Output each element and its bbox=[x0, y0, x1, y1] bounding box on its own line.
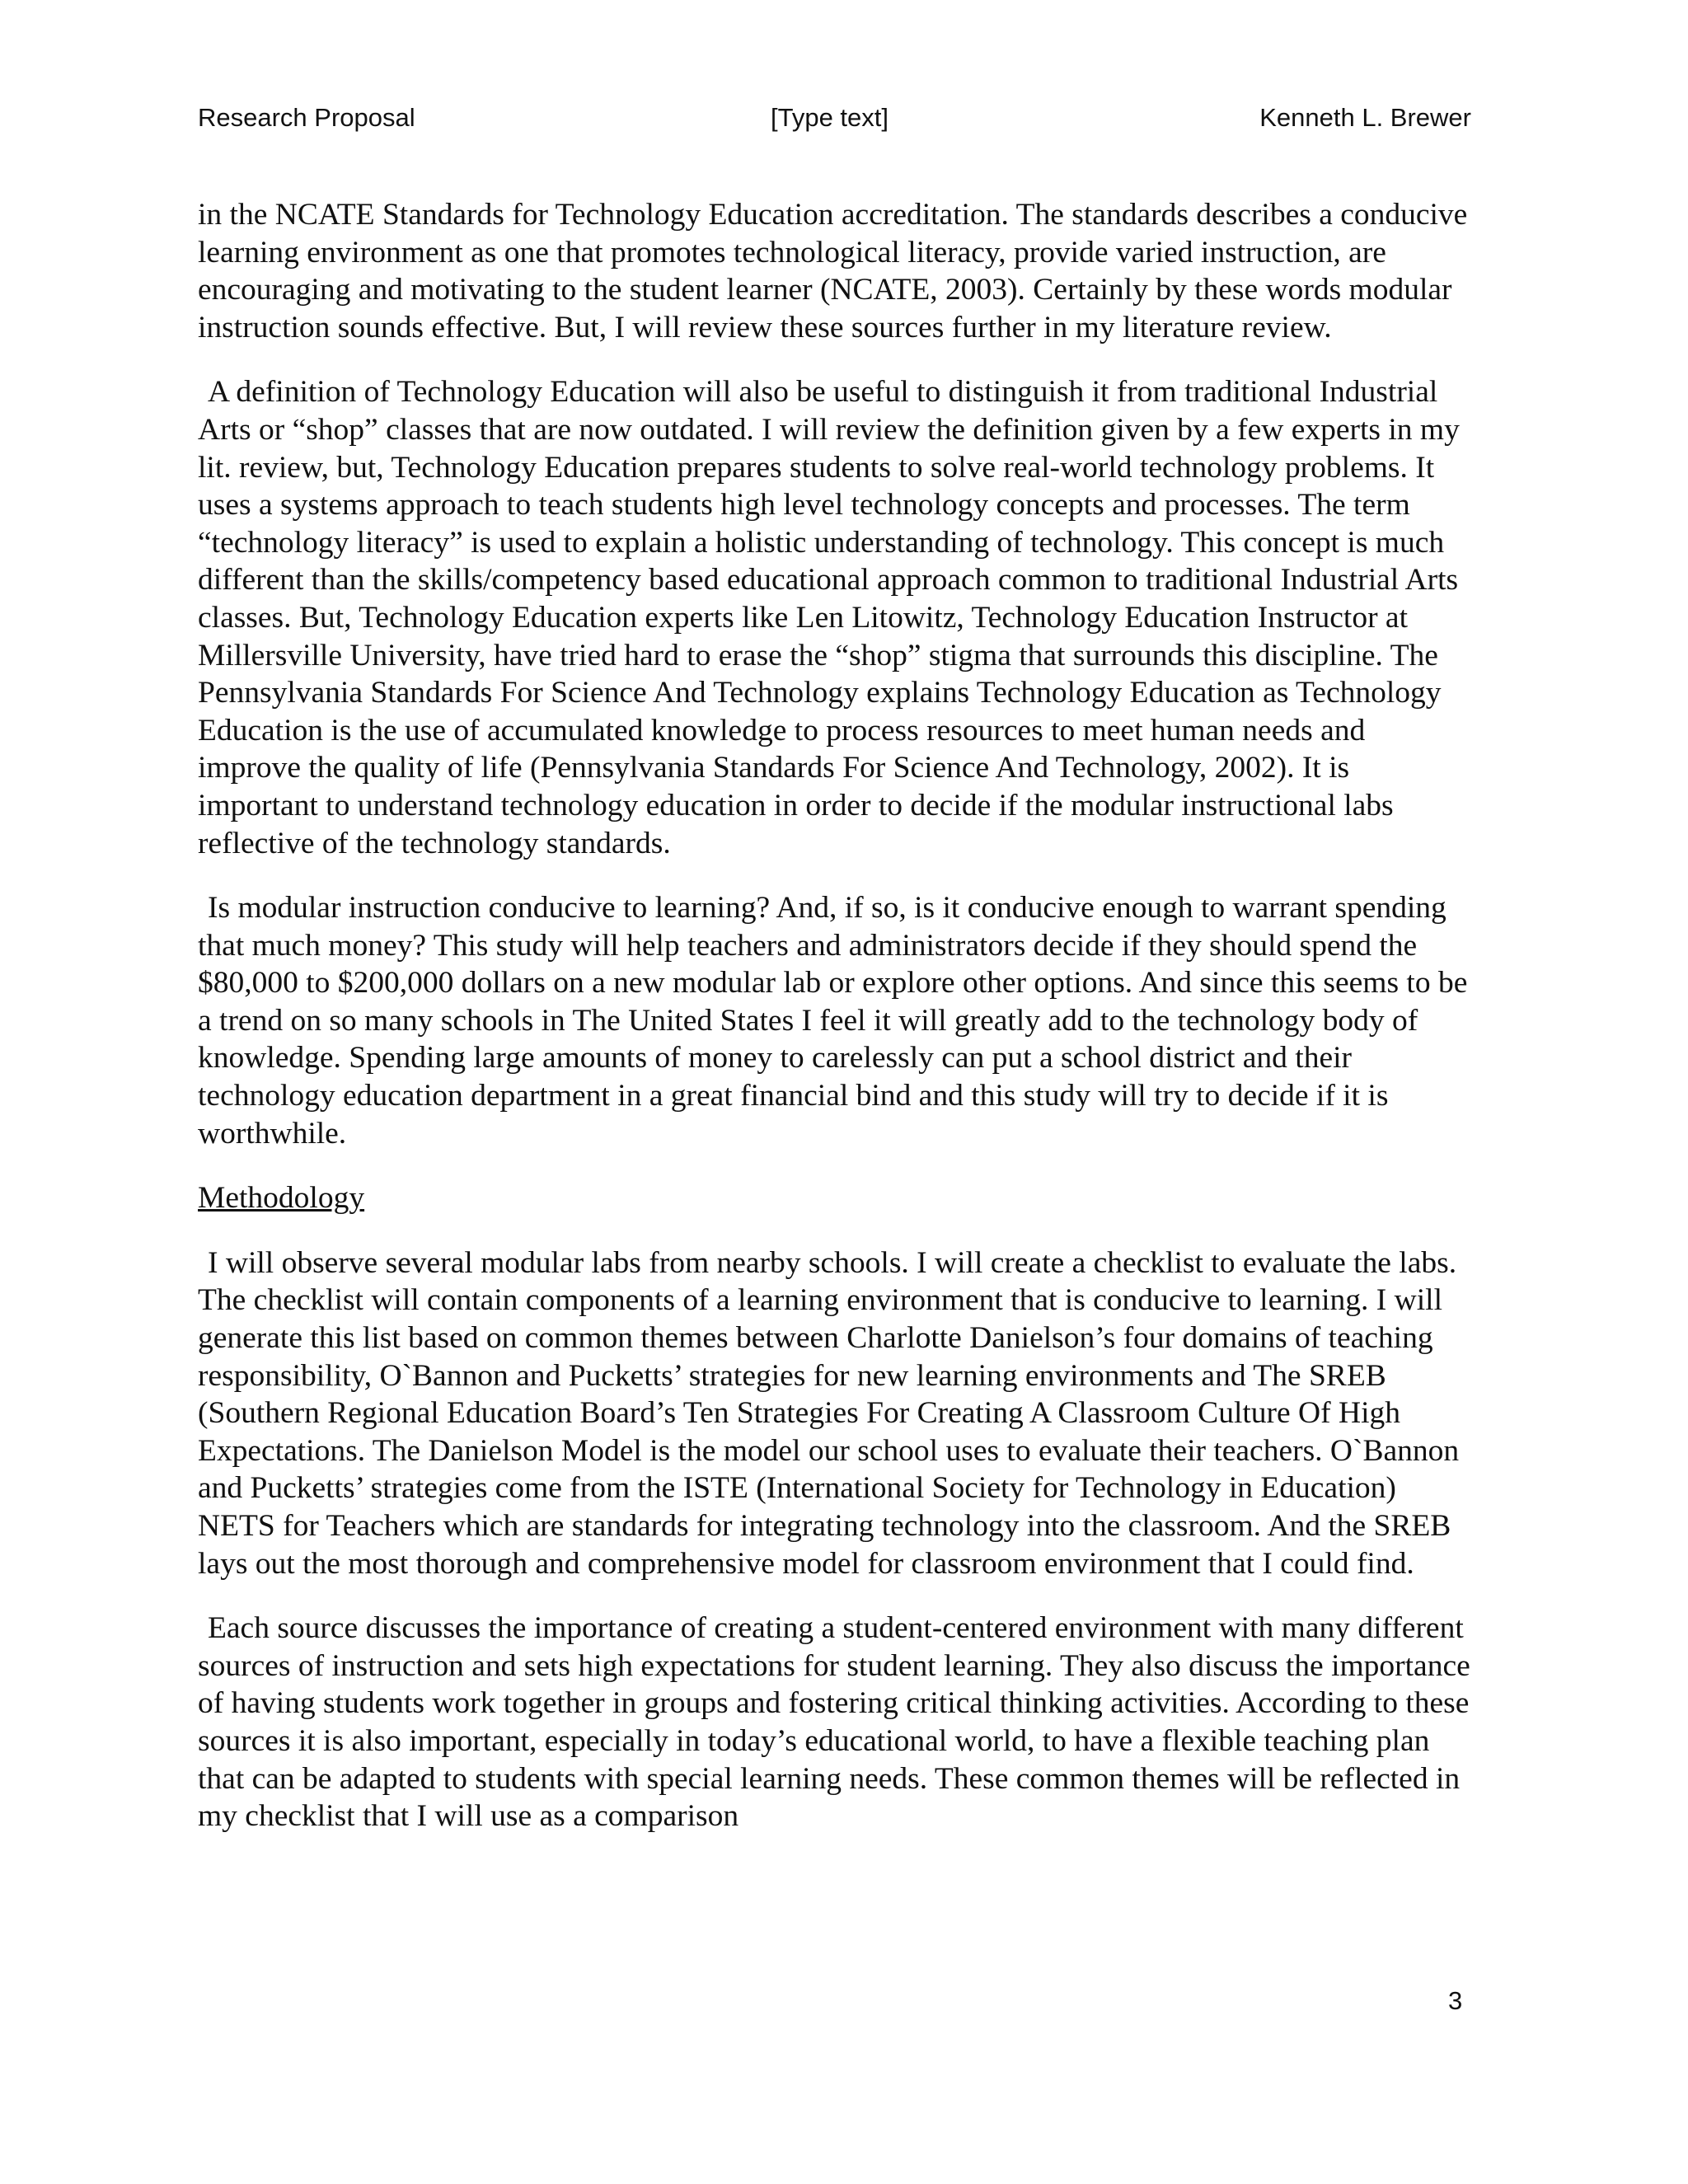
paragraph-methodology-themes: Each source discusses the importance of creating a student-centered environment with many different sources of instruction and sets high expectations for student learning. They also discuss the importance of having students work together in groups and fostering critical thinking activities. According to these sources it is also important, especially in today’s educational world, to have a flexible teaching plan that can be adapted to students with special learning needs. These common themes will be reflected in my checklist that I will use as a comparison bbox=[198, 1611, 1470, 1834]
header-left-text: Research Proposal bbox=[198, 103, 415, 132]
page-number: 3 bbox=[1448, 1986, 1463, 2015]
header-center-text: [Type text] bbox=[771, 103, 889, 132]
section-heading-methodology: Methodology bbox=[198, 1181, 365, 1216]
paragraph-methodology-observe: I will observe several modular labs from nearby schools. I will create a checklist to evaluate the labs. The checklist will contain components of a learning environment that is conducive to learning. I will generate this list based on common themes between Charlotte Danielson’s four domains of teaching responsibility, O`Bannon and Pucketts’ strategies for new learning environments and The SREB (Southern Regional Education Board’s Ten Strategies For Creating A Classroom Culture Of High Expectations. The Danielson Model is the model our school uses to evaluate their teachers. O`Bannon and Pucketts’ strategies come from the ISTE (International Society for Technology in Education) NETS for Teachers which are standards for integrating technology into the classroom. And the SREB lays out the most thorough and comprehensive model for classroom environment that I could find. bbox=[198, 1245, 1460, 1581]
document-body bbox=[198, 196, 1474, 1863]
paragraph-research-question: Is modular instruction conducive to learning? And, if so, is it conducive enough to warrant spending that much money? This study will help teachers and administrators decide if they should spend the $80,000 to $200,000 dollars on a new modular lab or explore other options. And since this seems to be a trend on so many schools in The United States I feel it will greatly add to the technology body of knowledge. Spending large amounts of money to carelessly can put a school district and their technology education department in a great financial bind and this study will try to decide if it is worthwhile. bbox=[198, 891, 1468, 1151]
page-header bbox=[198, 97, 1471, 138]
paragraph-ncate: in the NCATE Standards for Technology Education accreditation. The standards describes a conducive learning environment as one that promotes technological literacy, provide varied instruction, are encouraging and motivating to the student learner (NCATE, 2003). Certainly by these words modular instruction sounds effective. But, I will review these sources further in my literature review. bbox=[198, 198, 1468, 344]
paragraph-definition: A definition of Technology Education will also be useful to distinguish it from traditional Industrial Arts or “shop” classes that are now outdated. I will review the definition given by a few experts in my lit. review, but, Technology Education prepares students to solve real-world technology problems. It uses a systems approach to teach students high level technology concepts and processes. The term “technology literacy” is used to explain a holistic understanding of technology. This concept is much different than the skills/competency based educational approach common to traditional Industrial Arts classes. But, Technology Education experts like Len Litowitz, Technology Education Instructor at Millersville University, have tried hard to erase the “shop” stigma that surrounds this discipline. The Pennsylvania Standards For Science And Technology explains Technology Education as Technology Education is the use of accumulated knowledge to process resources to meet human needs and improve the quality of life (Pennsylvania Standards For Science And Technology, 2002). It is important to understand technology education in order to decide if the modular instructional labs reflective of the technology standards. bbox=[198, 375, 1460, 860]
header-right-text: Kenneth L. Brewer bbox=[1259, 103, 1471, 132]
